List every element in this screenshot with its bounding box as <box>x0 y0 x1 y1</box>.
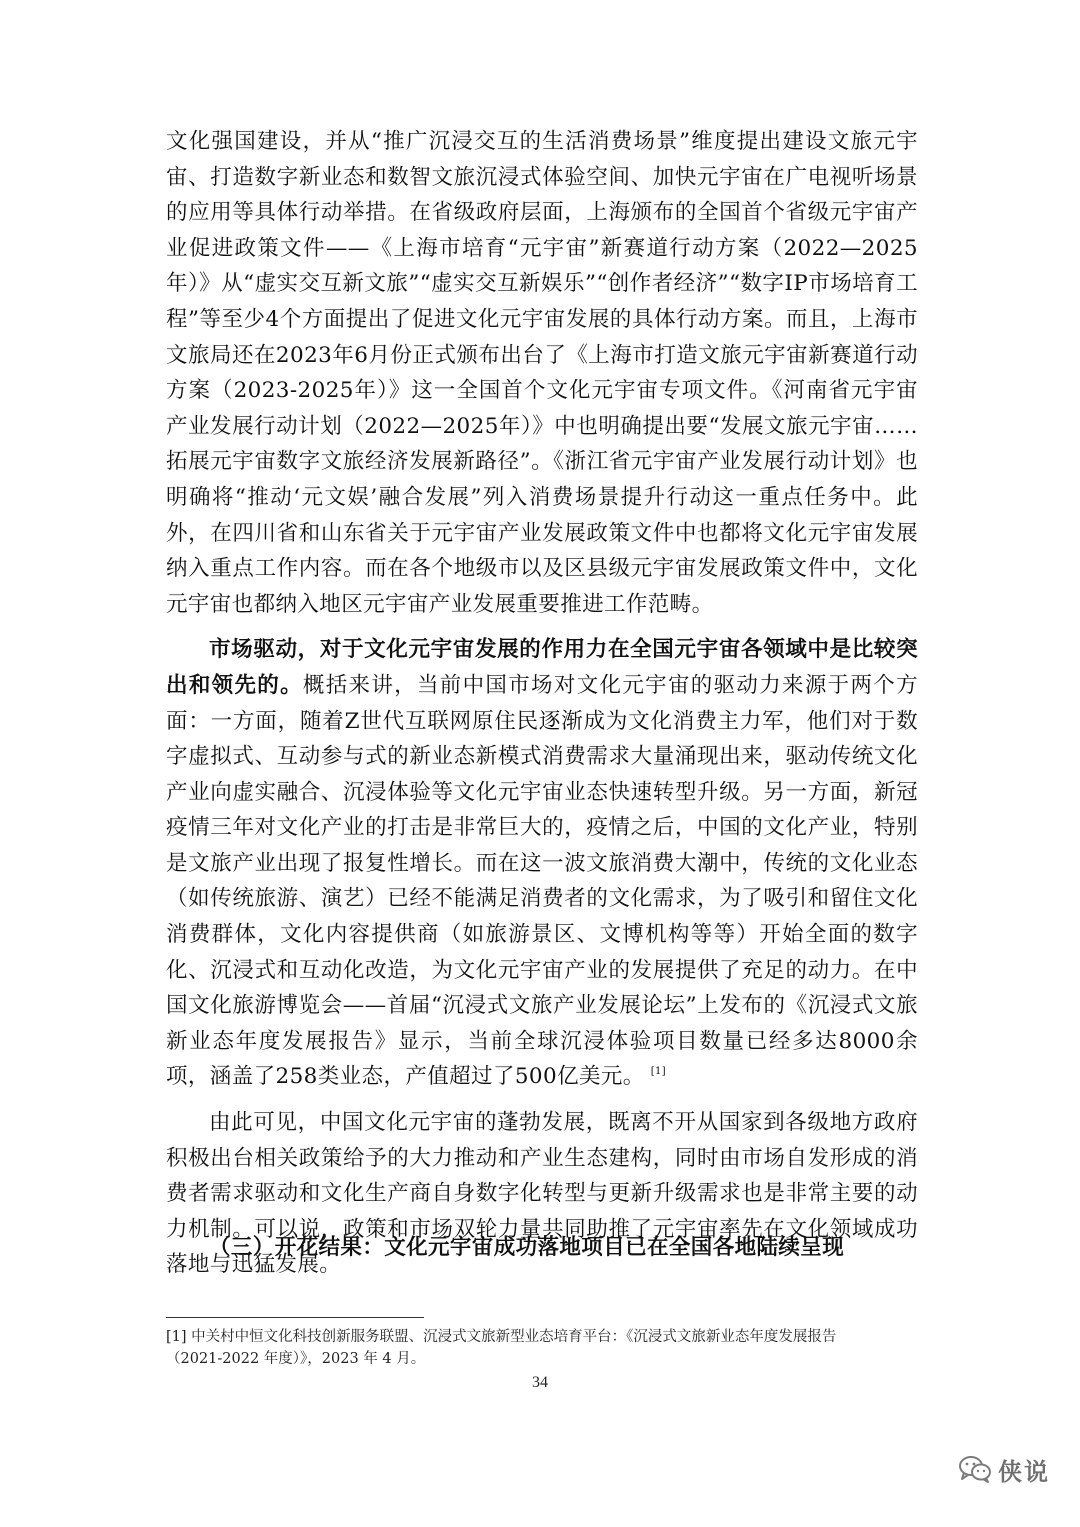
section-heading: （三）开花结果：文化元宇宙成功落地项目已在全国各地陆续呈现 <box>209 1235 845 1260</box>
footnote-divider <box>166 1317 424 1318</box>
paragraph-policy: 文化强国建设，并从“推广沉浸交互的生活消费场景”维度提出建设文旅元宇宙、打造数字新业态和数智文旅沉浸式体验空间、加快元宇宙在广电视听场景的应用等具体行动举措。在省级政府层面，上海颁布的全国首个省级元宇宙产业促进政策文件——《上海市培育“元宇宙”新赛道行动方案（2022—2025年）》从“虚实交互新文旅”“虚实交互新娱乐”“创作者经济”“数字IP市场培育工程”等至少4个方面提出了促进文化元宇宙发展的具体行动方案。而且，上海市文旅局还在2023年6月份正式颁布出台了《上海市打造文旅元宇宙新赛道行动方案（2023-2025年）》这一全国首个文化元宇宙专项文件。《河南省元宇宙产业发展行动计划（2022—2025年）》中也明确提出要“发展文旅元宇宙……拓展元宇宙数字文旅经济发展新路径”。《浙江省元宇宙产业发展行动计划》也明确将“推动‘元文娱’融合发展”列入消费场景提升行动这一重点任务中。此外，在四川省和山东省关于元宇宙产业发展政策文件中也都将文化元宇宙发展纳入重点工作内容。而在各个地级市以及区县级元宇宙发展政策文件中，文化元宇宙也都纳入地区元宇宙产业发展重要推进工作范畴。 <box>166 129 918 617</box>
paragraph-conclusion: 由此可见，中国文化元宇宙的蓬勃发展，既离不开从国家到各级地方政府积极出台相关政策给予的大力推动和产业生态建构，同时由市场自发形成的消费者需求驱动和文化生产商自身数字化转型与更新升级需求也是非常主要的动力机制。可以说，政策和市场双轮力量共同助推了元宇宙率先在文化领域成功落地与迅猛发展。 <box>166 1110 918 1278</box>
paragraph-market-body: 概括来讲，当前中国市场对文化元宇宙的驱动力来源于两个方面：一方面，随着Z世代互联网原住民逐渐成为文化消费主力军，他们对于数字虚拟式、互动参与式的新业态新模式消费需求大量涌现出来，驱动传统文化产业向虚实融合、沉浸体验等文化元宇宙业态快速转型升级。另一方面，新冠疫情三年对文化产业的打击是非常巨大的，疫情之后，中国的文化产业，特别是文旅产业出现了报复性增长。而在这一波文旅消费大潮中，传统的文化业态（如传统旅游、演艺）已经不能满足消费者的文化需求，为了吸引和留住文化消费群体，文化内容提供商（如旅游景区、文博机构等等）开始全面的数字化、沉浸式和互动化改造，为文化元宇宙产业的发展提供了充足的动力。在中国文化旅游博览会——首届“沉浸式文旅产业发展论坛”上发布的《沉浸式文旅新业态年度发展报告》显示，当前全球沉浸体验项目数量已经多达8000余项，涵盖了258类业态，产值超过了500亿美元。 <box>166 672 918 1090</box>
paragraph-market <box>166 632 918 1095</box>
wechat-icon <box>958 1454 992 1484</box>
watermark-text: 侠说 <box>998 1457 1050 1486</box>
footnote <box>166 1326 926 1370</box>
paragraph-market-lead: 市场驱动，对于文化元宇宙发展的作用力在全国元宇宙各领域中是比较突出和领先的。 <box>166 637 918 698</box>
watermark <box>958 1452 1050 1486</box>
footnote-line-1: [1] 中关村中恒文化科技创新服务联盟、沉浸式文旅新型业态培育平台：《沉浸式文旅新业态年度发展报告 <box>166 1329 837 1345</box>
body-text <box>166 124 918 1283</box>
footnote-line-2: （2021-2022 年度）》，2023 年 4 月。 <box>166 1351 426 1367</box>
footnote-reference[interactable]: [1] <box>650 1066 667 1078</box>
page-number: 34 <box>532 1374 548 1391</box>
